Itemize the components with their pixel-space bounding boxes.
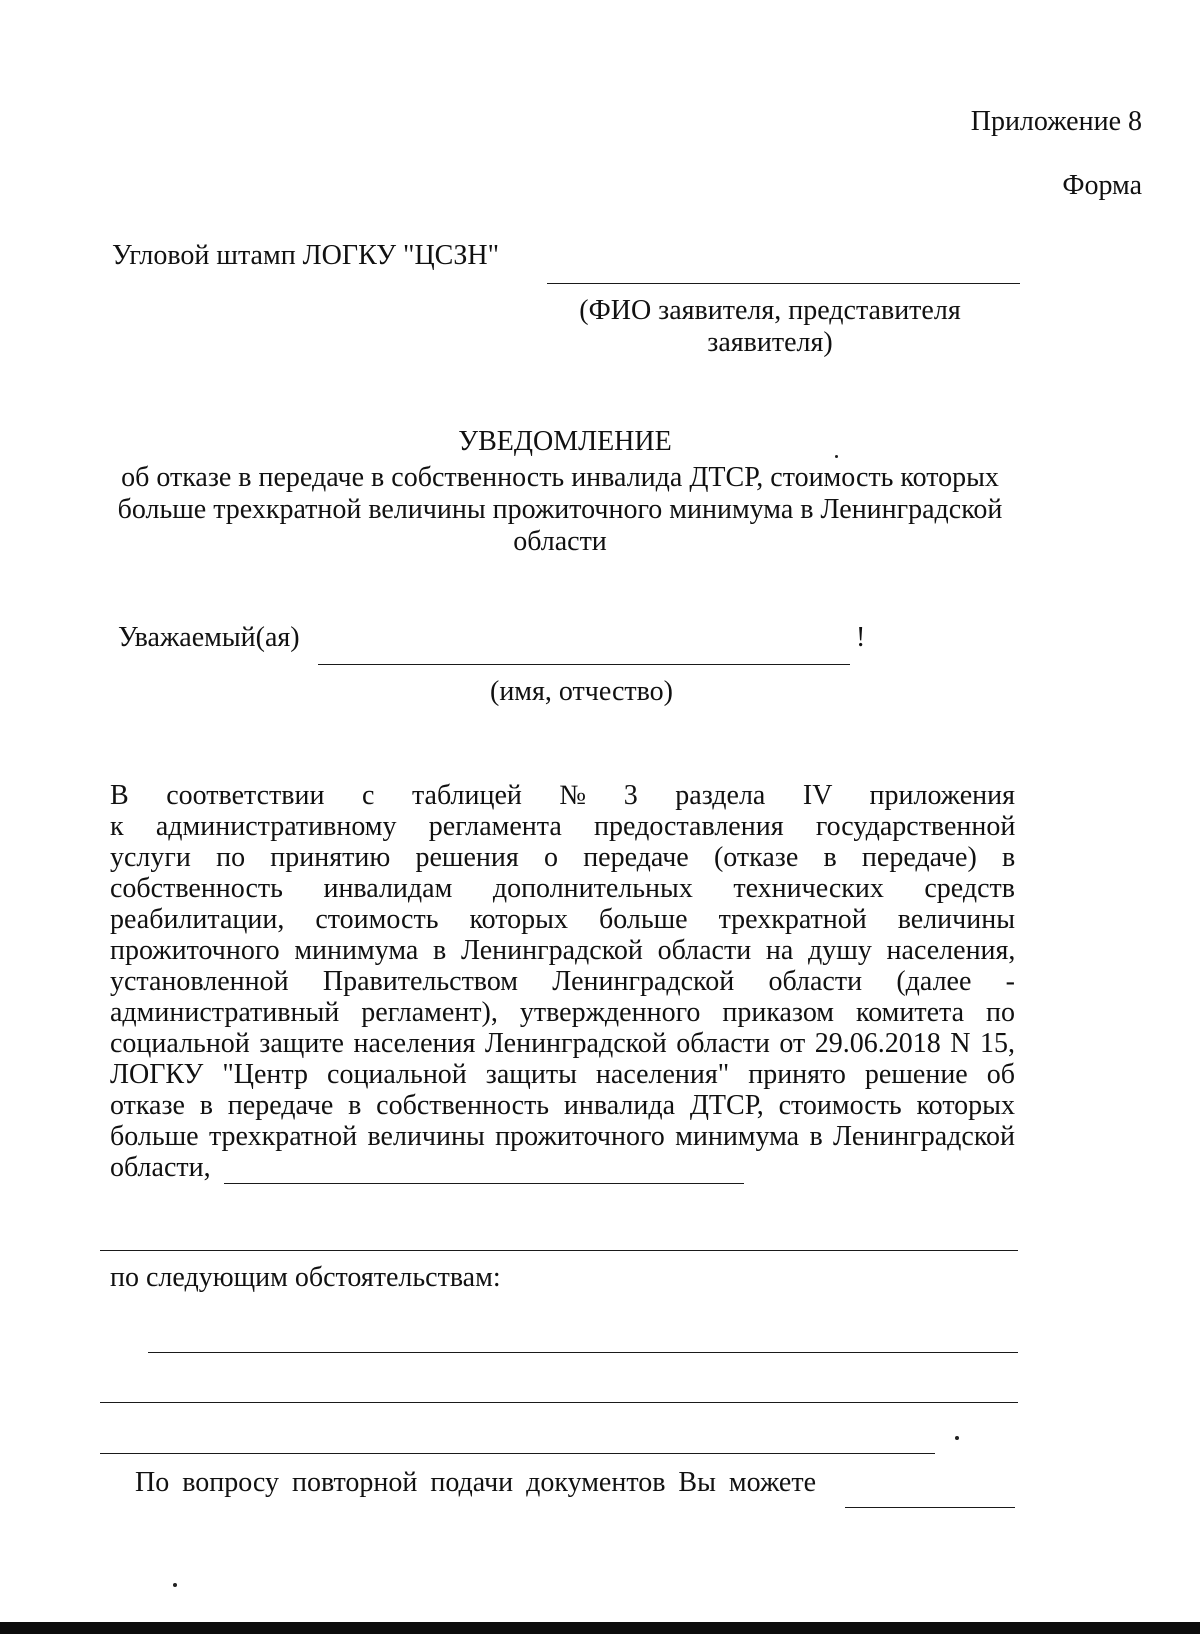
name-caption: (имя, отчество) — [490, 676, 673, 707]
circumstances-field-1[interactable] — [148, 1352, 1018, 1353]
repeat-submission-field[interactable] — [845, 1507, 1015, 1508]
body-line: больше трехкратной величины прожиточного минимума в Ленинградской — [110, 1121, 1015, 1152]
corner-stamp-label: Угловой штамп ЛОГКУ "ЦСЗН" — [112, 240, 500, 271]
body-line: В соответствии с таблицей № 3 раздела IV приложения — [110, 780, 1015, 811]
form-label: Форма — [1062, 170, 1142, 201]
applicant-caption: (ФИО заявителя, представителя заявителя) — [579, 295, 961, 358]
scan-speck — [955, 1436, 959, 1440]
greeting-exclamation: ! — [856, 622, 866, 653]
notice-body — [110, 780, 1015, 1183]
refusal-reason-field-2[interactable] — [100, 1250, 1018, 1251]
refusal-reason-field[interactable] — [224, 1183, 744, 1184]
recipient-name-field[interactable] — [318, 664, 850, 665]
body-line: к административному регламента предоставления государственной — [110, 811, 1015, 842]
body-line: социальной защите населения Ленинградской области от 29.06.2018 N 15, — [110, 1028, 1015, 1059]
circumstances-field-2[interactable] — [100, 1402, 1018, 1403]
applicant-name-field[interactable] — [547, 283, 1020, 284]
repeat-submission-text: По вопросу повторной подачи документов Вы можете — [135, 1467, 817, 1498]
body-line: реабилитации, стоимость которых больше трехкратной величины — [110, 904, 1015, 935]
body-line: отказе в передаче в собственность инвалида ДТСР, стоимость которых — [110, 1090, 1015, 1121]
body-line: ЛОГКУ "Центр социальной защиты населения" принято решение об — [110, 1059, 1015, 1090]
appendix-number: Приложение 8 — [970, 106, 1142, 137]
scan-speck — [173, 1583, 177, 1587]
greeting-label: Уважаемый(ая) — [118, 622, 300, 653]
circumstances-field-3[interactable] — [100, 1453, 935, 1454]
circumstances-label: по следующим обстоятельствам: — [110, 1262, 501, 1293]
body-line: области, — [110, 1152, 211, 1183]
scan-speck — [835, 455, 838, 458]
body-line: собственность инвалидам дополнительных технических средств — [110, 873, 1015, 904]
scan-edge-bar — [0, 1622, 1200, 1634]
body-line: установленной Правительством Ленинградской области (далее - — [110, 966, 1015, 997]
document-title: УВЕДОМЛЕНИЕ — [458, 426, 672, 457]
body-line: административный регламент), утвержденного приказом комитета по — [110, 997, 1015, 1028]
body-line: прожиточного минимума в Ленинградской области на душу населения, — [110, 935, 1015, 966]
body-line: услуги по принятию решения о передаче (отказе в передаче) в — [110, 842, 1015, 873]
document-subtitle: об отказе в передаче в собственность инвалида ДТСР, стоимость которых больше трехкратной величины прожиточного минимума в Ленинградской области — [117, 462, 1003, 557]
